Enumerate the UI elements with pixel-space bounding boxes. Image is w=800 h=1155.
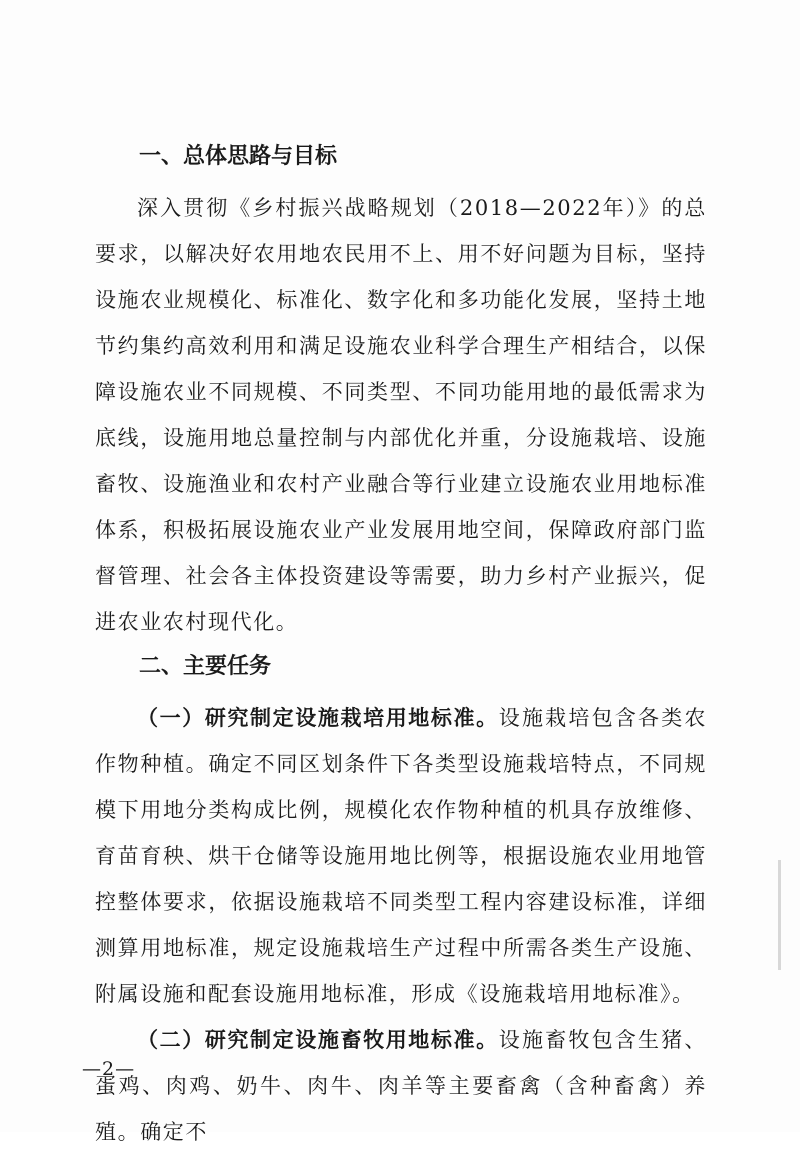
document-body: [95, 137, 707, 1155]
section-heading-2: 二、主要任务: [139, 654, 272, 679]
section-heading-1: 一、总体思路与目标: [139, 144, 338, 169]
task-item-2: [95, 1017, 707, 1155]
section-1-paragraph: 深入贯彻《乡村振兴战略规划（2018—2022年）》的总要求，以解决好农用地农民用不上、用不好问题为目标，坚持设施农业规模化、标准化、数字化和多功能化发展，坚持土地节约集约高效利用和满足设施农业科学合理生产相结合，以保障设施农业不同规模、不同类型、不同功能用地的最低需求为底线，设施用地总量控制与内部优化并重，分设施栽培、设施畜牧、设施渔业和农村产业融合等行业建立设施农业用地标准体系，积极拓展设施农业产业发展用地空间，保障政府部门监督管理、社会各主体投资建设等需要，助力乡村产业振兴，促进农业农村现代化。: [95, 196, 707, 634]
task-item-2-body: 设施畜牧包含生猪、蛋鸡、肉鸡、奶牛、肉牛、肉羊等主要畜禽（含种畜禽）养殖。确定不: [95, 1028, 707, 1144]
page-number: —2—: [82, 1058, 136, 1080]
task-item-1-title: （一）研究制定设施栽培用地标准。: [137, 706, 499, 730]
task-item-1: [95, 695, 707, 1017]
task-item-1-body: 设施栽培包含各类农作物种植。确定不同区划条件下各类型设施栽培特点，不同规模下用地分类构成比例，规模化农作物种植的机具存放维修、育苗育秧、烘干仓储等设施用地比例等，根据设施农业用地管控整体要求，依据设施栽培不同类型工程内容建设标准，详细测算用地标准，规定设施栽培生产过程中所需各类生产设施、附属设施和配套设施用地标准，形成《设施栽培用地标准》。: [95, 706, 707, 1006]
scan-edge-mark: [778, 860, 781, 970]
task-item-2-title: （二）研究制定设施畜牧用地标准。: [137, 1028, 499, 1052]
